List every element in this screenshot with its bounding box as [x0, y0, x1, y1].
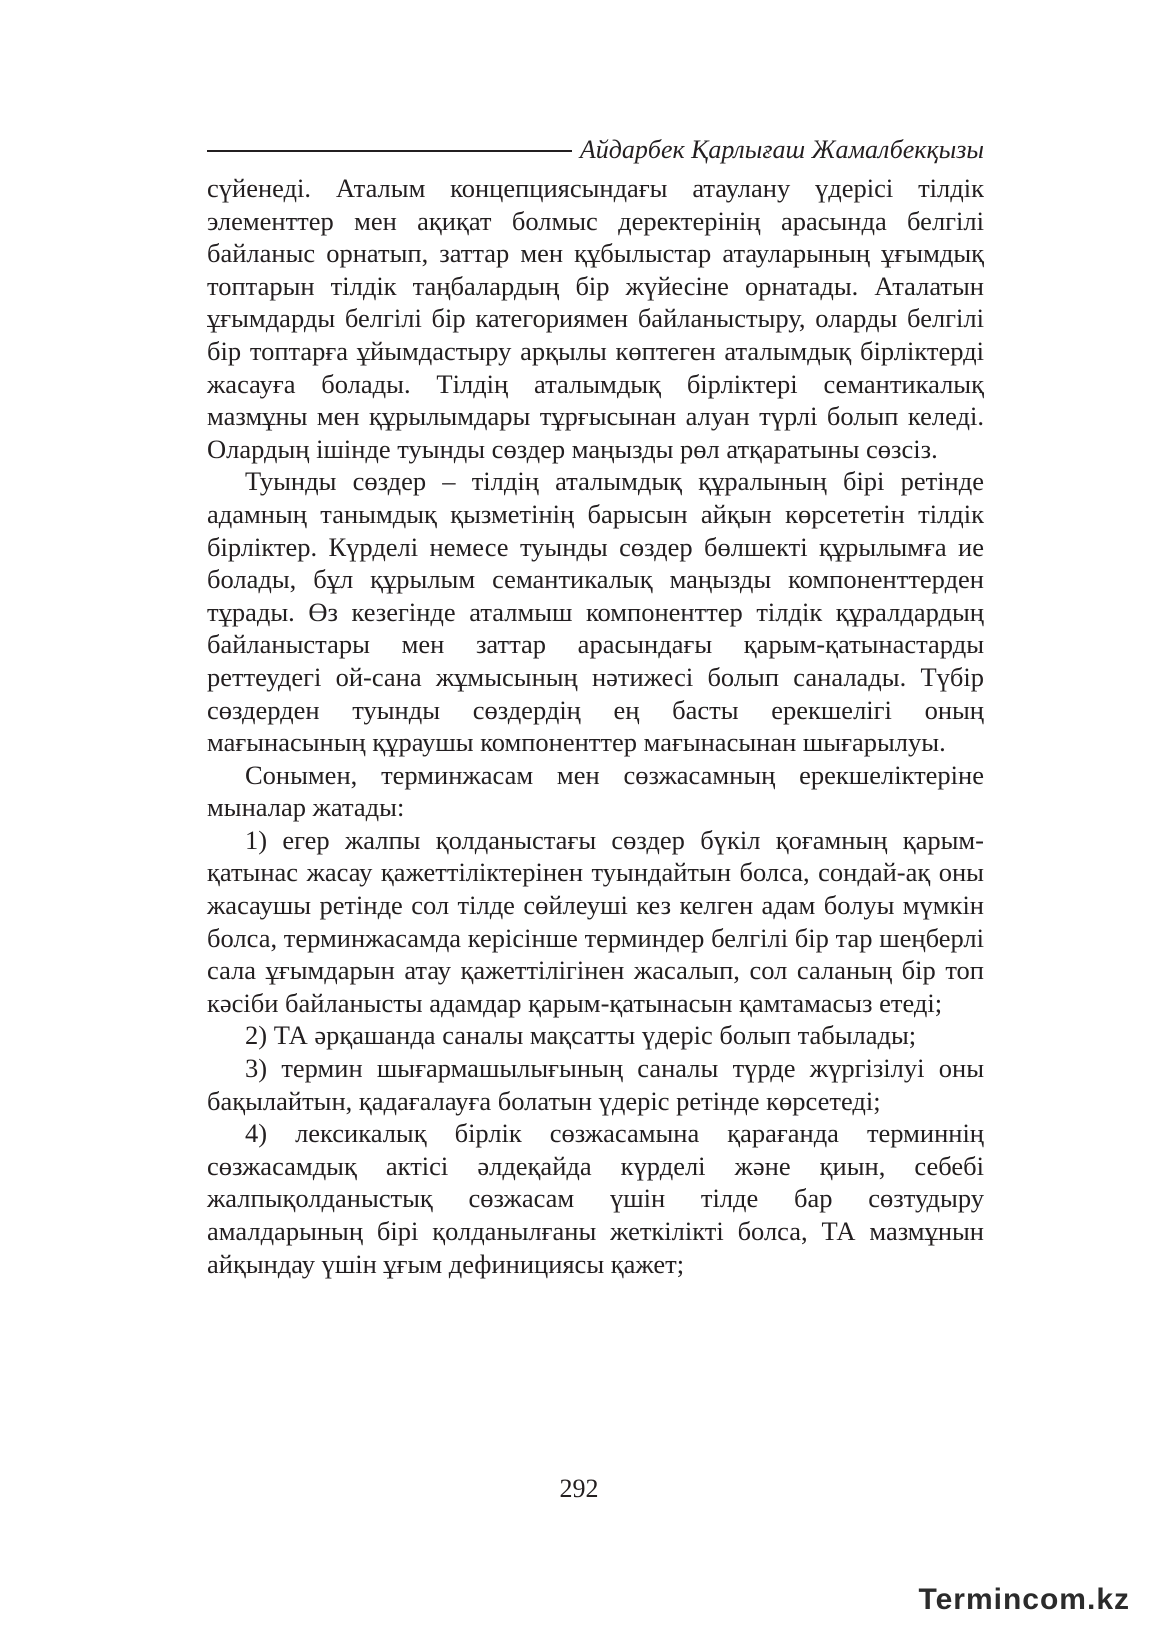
watermark-text: Termincom.kz: [918, 1583, 1130, 1616]
watermark-logo: [919, 1583, 1131, 1617]
header-rule: [207, 150, 572, 152]
list-item: 4) лексикалық бірлік сөзжасамына қарағанда терминнің сөзжасамдық актісі әлдеқайда күрделі және қиын, себебі жалпықолданыстық сөзжасам үшін тілде бар сөзтудыру амалдарының бірі қолданылғаны жеткілікті болса, ТА мазмұнын айқындау үшін ұғым дефинициясы қажет;: [207, 1118, 984, 1279]
paragraph: Туынды сөздер – тілдің аталымдық құралының бірі ретінде адамның танымдық қызметінің барысын айқын көрсететін тілдік бірліктер. Күрделі немесе туынды сөздер бөлшекті құрылымға ие болады, бұл құрылым семантикалық маңызды компоненттерден тұрады. Өз кезегінде аталмыш компоненттер тілдік құралдардың байланыстары мен заттар арасындағы қарым-қатынастарды реттеудегі ой-сана жұмысының нәтижесі болып саналады. Түбір сөздерден туынды сөздердің ең басты ерекшелігі оның мағынасының құраушы компоненттер мағынасынан шығарылуы.: [207, 466, 984, 758]
paragraph: Сонымен, терминжасам мен сөзжасамның ерекшеліктеріне мыналар жатады:: [207, 759, 984, 823]
list-item: 3) термин шығармашылығының саналы түрде жүргізілуі оны бақылайтын, қадағалауға болатын үдеріс ретінде көрсетеді;: [207, 1053, 984, 1116]
paragraph-continued: сүйенеді. Аталым концепциясындағы атаулану үдерісі тілдік элементтер мен ақиқат болмыс деректерінің арасында белгілі байланыс орнатып, заттар мен құбылыстар атауларының ұғымдық топтарын тілдік таңбалардың бір жүйесіне орнатады. Аталатын ұғымдарды белгілі бір категориямен байланыстыру, оларды белгілі бір топтарға ұйымдастыру арқылы көптеген аталымдық бірліктерді жасауға болады. Тілдің аталымдық бірліктері семантикалық мазмұны мен құрылымдары тұрғысынан алуан түрлі болып келеді. Олардың ішінде туынды сөздер маңызды рөл атқаратыны сөзсіз.: [207, 173, 984, 464]
body-text: [207, 172, 984, 1280]
running-header: [207, 130, 984, 170]
list-item: 1) егер жалпы қолданыстағы сөздер бүкіл қоғамның қарым-қатынас жасау қажеттіліктерінен туындайтын болса, сондай-ақ оны жасаушы ретінде сол тілде сөйлеуші кез келген адам болуы мүмкін болса, терминжасамда керісінше терминдер белгілі бір тар шеңберлі сала ұғымдарын атау қажеттілігінен жасалып, сол саланың бір топ кәсіби байланысты адамдар қарым-қатынасын қамтамасыз етеді;: [207, 824, 984, 1018]
page-number: 292: [559, 1474, 599, 1503]
header-author: Айдарбек Қарлығаш Жамалбекқызы: [579, 135, 984, 164]
list-item: 2) ТА әрқашанда саналы мақсатты үдеріс болып табылады;: [245, 1020, 917, 1051]
